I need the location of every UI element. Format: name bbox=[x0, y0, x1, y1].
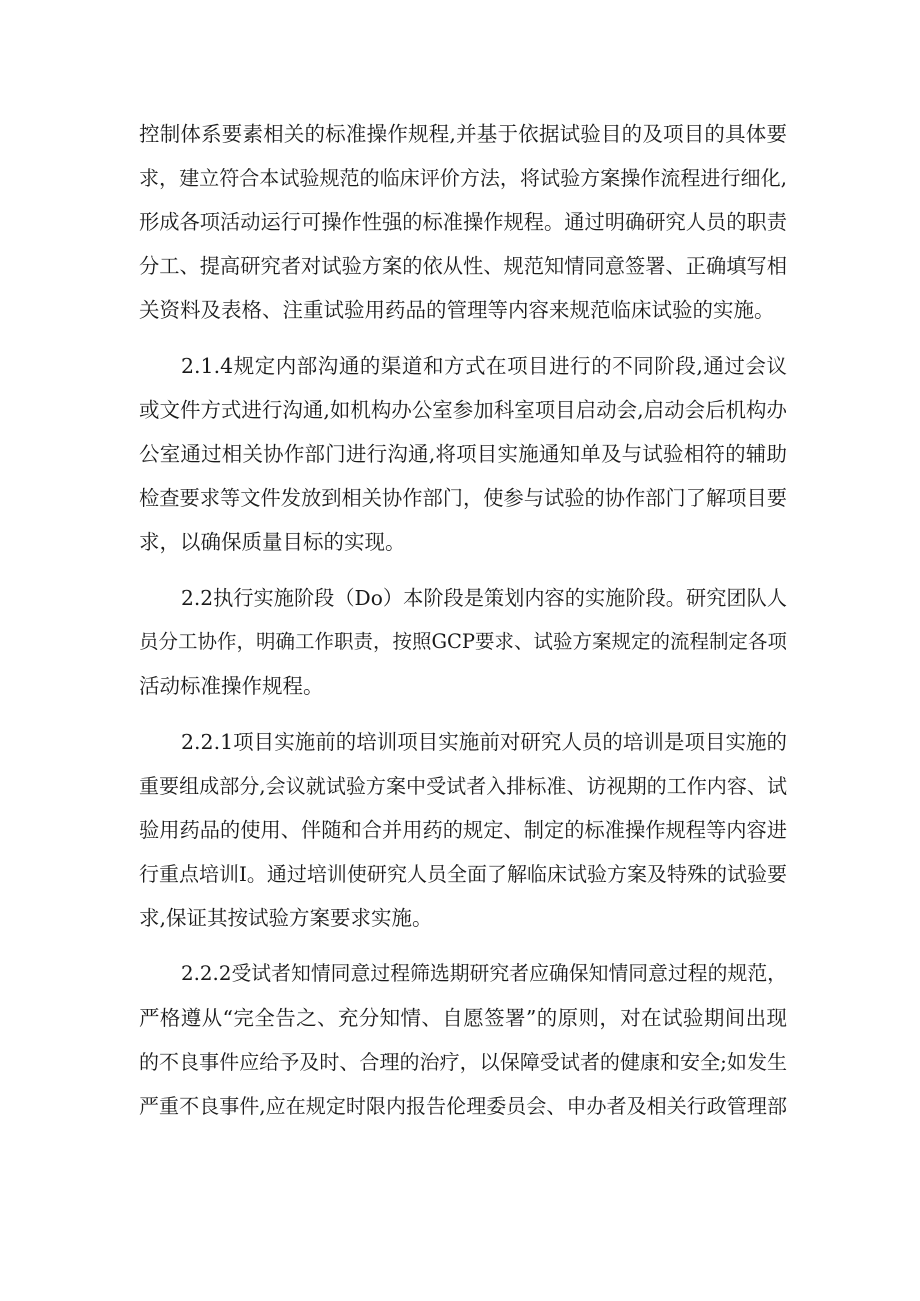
paragraph-quality-control-sop bbox=[139, 112, 787, 332]
text-line: 活动标准操作规程。 bbox=[139, 674, 324, 698]
text-line: 2.2执行实施阶段（Do）本阶段是策划内容的实施阶段。研究团队人 bbox=[181, 586, 787, 610]
paragraph-2-2-2 bbox=[139, 952, 787, 1128]
paragraph-gap bbox=[139, 564, 787, 576]
paragraph-gap bbox=[139, 332, 787, 344]
paragraph-gap bbox=[139, 940, 787, 952]
text-line: 重要组成部分,会议就试验方案中受试者入排标准、访视期的工作内容、试 bbox=[139, 774, 787, 798]
text-line: 控制体系要素相关的标准操作规程,并基于依据试验目的及项目的具体要 bbox=[139, 122, 787, 146]
text-line: 求,保证其按试验方案要求实施。 bbox=[139, 906, 433, 930]
text-line: 行重点培训I。通过培训使研究人员全面了解临床试验方案及特殊的试验要 bbox=[139, 862, 787, 886]
text-line: 员分工协作，明确工作职责，按照GCP要求、试验方案规定的流程制定各项 bbox=[139, 630, 787, 653]
text-line: 2.2.2受试者知情同意过程筛选期研究者应确保知情同意过程的规范， bbox=[181, 962, 787, 985]
document-body bbox=[139, 112, 787, 1128]
text-line: 2.1.4规定内部沟通的渠道和方式在项目进行的不同阶段,通过会议 bbox=[181, 354, 787, 378]
text-line: 严格遵从“完全告之、充分知情、自愿签署”的原则，对在试验期间出现 bbox=[139, 1006, 787, 1030]
text-line: 检查要求等文件发放到相关协作部门，使参与试验的协作部门了解项目要 bbox=[139, 486, 788, 510]
text-line: 求，建立符合本试验规范的临床评价方法，将试验方案操作流程进行细化, bbox=[139, 166, 787, 190]
paragraph-gap bbox=[139, 708, 787, 720]
text-line: 公室通过相关协作部门进行沟通,将项目实施通知单及与试验相符的辅助 bbox=[139, 442, 787, 466]
paragraph-2-1-4 bbox=[139, 344, 787, 564]
text-line: 验用药品的使用、伴随和合并用药的规定、制定的标准操作规程等内容进 bbox=[139, 818, 788, 842]
paragraph-2-2 bbox=[139, 576, 787, 708]
text-line: 关资料及表格、注重试验用药品的管理等内容来规范临床试验的实施。 bbox=[139, 298, 775, 322]
paragraph-2-2-1 bbox=[139, 720, 787, 940]
text-line: 形成各项活动运行可操作性强的标准操作规程。通过明确研究人员的职责 bbox=[139, 210, 788, 234]
text-line: 求，以确保质量目标的实现。 bbox=[139, 530, 406, 554]
text-line: 分工、提高研究者对试验方案的依从性、规范知情同意签署、正确填写相 bbox=[139, 254, 788, 278]
text-line: 或文件方式进行沟通,如机构办公室参加科室项目启动会,启动会后机构办 bbox=[139, 398, 787, 422]
text-line: 的不良事件应给予及时、合理的治疗，以保障受试者的健康和安全;如发生 bbox=[139, 1050, 787, 1074]
text-line: 2.2.1项目实施前的培训项目实施前对研究人员的培训是项目实施的 bbox=[181, 730, 787, 754]
text-line: 严重不良事件,应在规定时限内报告伦理委员会、申办者及相关行政管理部 bbox=[139, 1094, 787, 1118]
